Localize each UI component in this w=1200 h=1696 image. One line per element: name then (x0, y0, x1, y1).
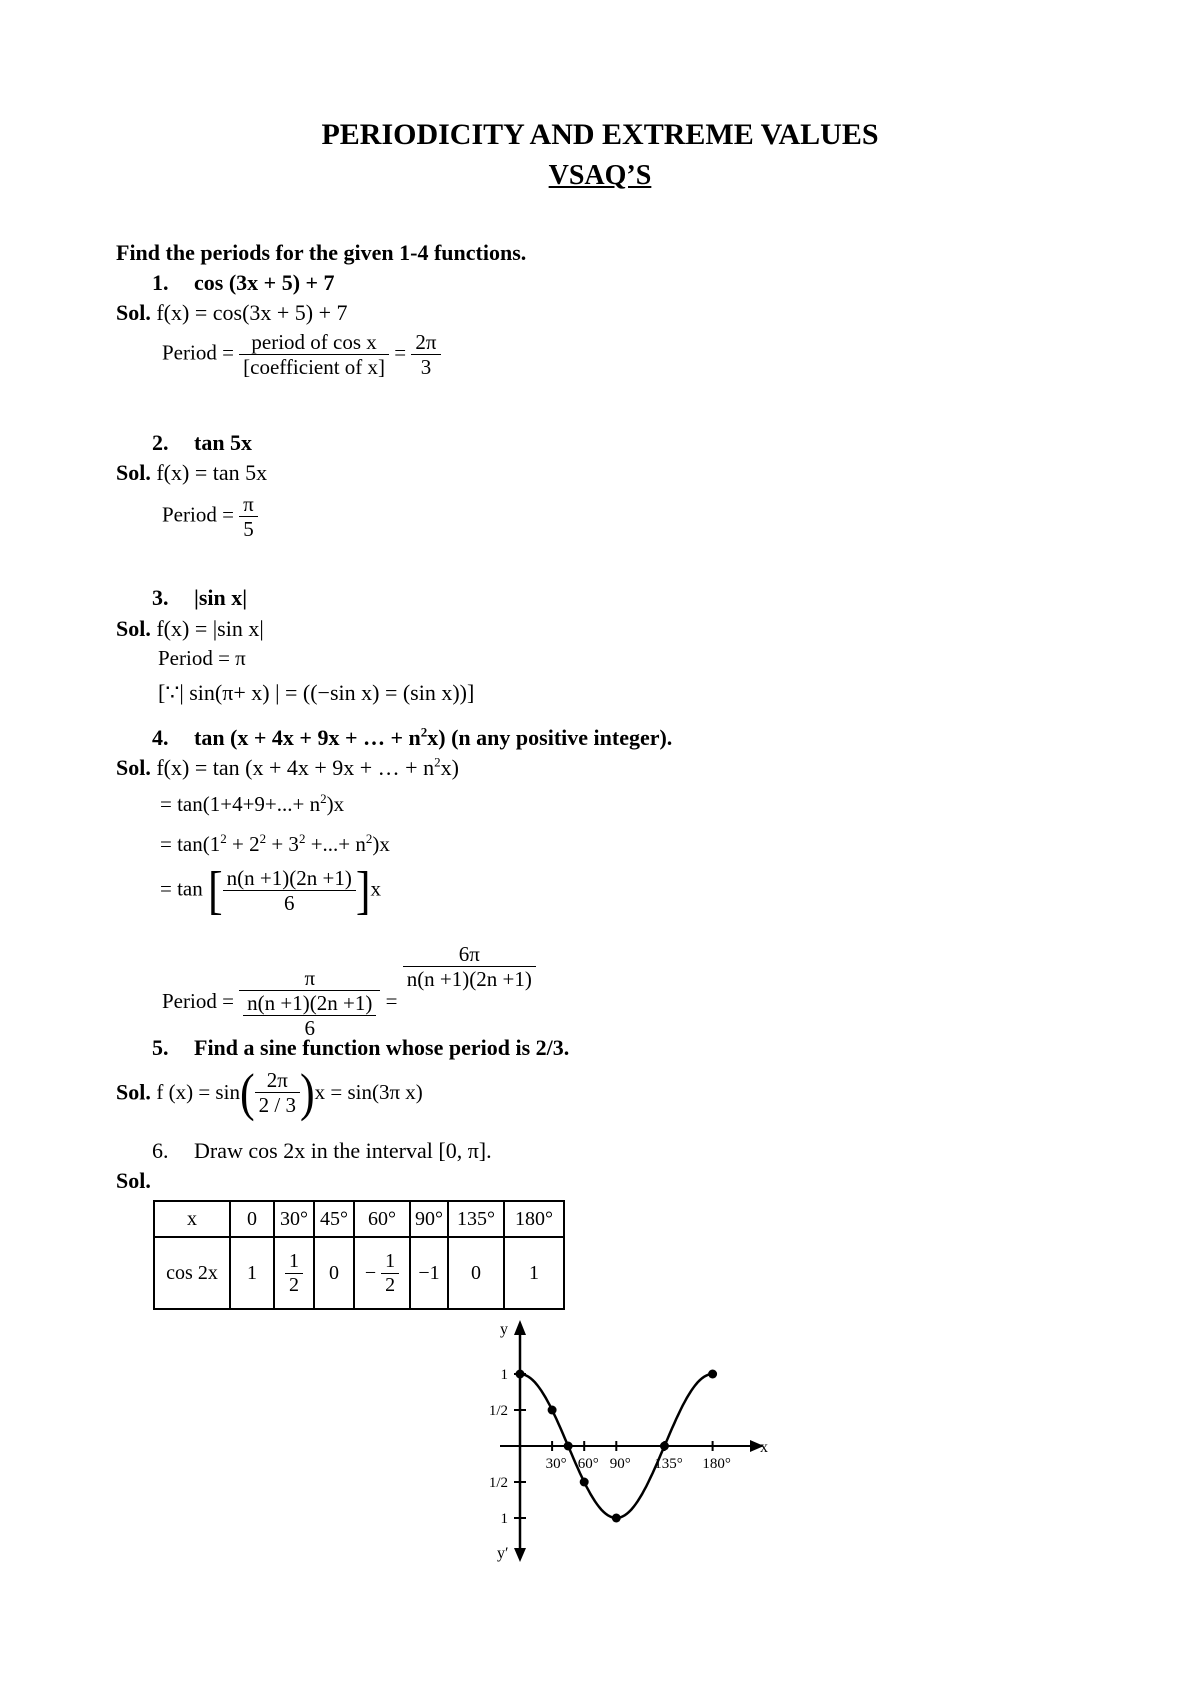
data-point (660, 1442, 669, 1451)
right-bracket-glyph: ] (355, 860, 371, 920)
frac-num: 1 (381, 1250, 399, 1274)
q6-text: Draw cos 2x in the interval [0, π]. (194, 1138, 492, 1163)
q4-step1-b: )x (326, 792, 345, 816)
data-point (548, 1406, 557, 1415)
q3-number: 3. (152, 585, 169, 610)
q3-sol-label: Sol. (116, 616, 151, 641)
table-cell: 0 (230, 1201, 274, 1237)
q4-p2-den: n(n +1)(2n +1) (406, 967, 532, 992)
frac-den: 2 (385, 1273, 396, 1296)
table-cell: 45° (314, 1201, 354, 1237)
y-axis-label: y (500, 1321, 508, 1338)
q2-sol-line: f(x) = tan 5x (156, 460, 268, 485)
q5-pre: f (x) = sin (156, 1080, 240, 1105)
table-cell: x (154, 1201, 230, 1237)
q1-eq: = (394, 340, 407, 365)
q5-post: x = sin(3π x) (314, 1080, 423, 1105)
q3-period-line: Period = π (158, 646, 246, 670)
y-tick-label: 1/2 (488, 1403, 508, 1419)
q1-number: 1. (152, 270, 169, 295)
q6-sol-label: Sol. (116, 1168, 151, 1193)
table-cell: 135° (448, 1201, 504, 1237)
q1-res-num: 2π (411, 330, 440, 355)
q5-den: 2 / 3 (258, 1093, 296, 1118)
q4-step2-p3: 2 (259, 831, 267, 846)
q4-p-den-num: n(n +1)(2n +1) (243, 991, 376, 1016)
q4-step2-p1: 2 (220, 831, 227, 846)
q4-number: 4. (152, 725, 169, 750)
table-cell: 60° (354, 1201, 410, 1237)
q5-text: Find a sine function whose period is 2/3. (194, 1035, 570, 1060)
q4-text-b: x) (n any positive integer). (427, 725, 673, 750)
q2-text: tan 5x (194, 430, 253, 455)
q1-text: cos (3x + 5) + 7 (194, 270, 335, 295)
q1-frac-num: period of cos x (239, 330, 389, 355)
q4-sol-b: x) (440, 755, 459, 780)
q4-step1-sup: 2 (320, 791, 327, 806)
page-title: PERIODICITY AND EXTREME VALUES (321, 118, 879, 151)
q4-sol-a: f(x) = tan (x + 4x + 9x + … + n (156, 755, 435, 780)
q4-sol-sup: 2 (434, 754, 441, 770)
q4-text-sup: 2 (420, 724, 428, 740)
x-tick-label: 30° (545, 1456, 567, 1472)
q4-text-a: tan (x + 4x + 9x + … + n (194, 725, 421, 750)
q4-step2-p7: 2 (365, 831, 373, 846)
q4-step3-pre: = tan (160, 876, 203, 901)
y-tick-label: 1 (500, 1367, 508, 1383)
left-paren-glyph: ( (239, 1062, 255, 1122)
table-cell: −1 (410, 1237, 448, 1309)
table-cell: 1 (230, 1237, 274, 1309)
q4-p-den-den: 6 (304, 1016, 315, 1041)
q2-frac-num: π (239, 492, 258, 517)
q4-sol-label: Sol. (116, 755, 151, 780)
table-cell: 1 (504, 1237, 564, 1309)
q1-sol-line: f(x) = cos(3x + 5) + 7 (156, 300, 348, 325)
right-paren-glyph: ) (299, 1062, 315, 1122)
table-cell: 30° (274, 1201, 314, 1237)
q4-step1-a: = tan(1+4+9+...+ n (160, 792, 321, 816)
y-tick-label: 1/2 (488, 1475, 508, 1491)
q5-number: 5. (152, 1035, 169, 1060)
table-cell: 90° (410, 1201, 448, 1237)
q2-period-label: Period = (162, 502, 234, 527)
q6-number: 6. (152, 1138, 169, 1163)
y-axis-arrow-down (514, 1548, 526, 1562)
x-tick-label: 60° (577, 1456, 599, 1472)
data-point (708, 1370, 717, 1379)
q1-period-label: Period = (162, 340, 234, 365)
table-cell: cos 2x (154, 1237, 230, 1309)
q1-sol-label: Sol. (116, 300, 151, 325)
x-tick-label: 90° (609, 1456, 631, 1472)
frac-num: 1 (285, 1250, 303, 1274)
q4-step2-p8: )x (372, 832, 390, 856)
q4-p-num: π (239, 966, 380, 991)
q4-step2-p6: +...+ n (305, 832, 366, 856)
q3-text: |sin x| (194, 585, 248, 610)
table-cell: 0 (314, 1237, 354, 1309)
q5-num: 2π (255, 1068, 300, 1093)
data-point (580, 1478, 589, 1487)
data-point (612, 1514, 621, 1523)
x-tick-label: 135° (654, 1456, 683, 1472)
data-point (516, 1370, 525, 1379)
q3-reason: [∵| sin(π+ x) | = ((−sin x) = (sin x))] (158, 680, 475, 705)
q3-sol-line: f(x) = |sin x| (156, 616, 264, 641)
q4-step2-p2: + 2 (226, 832, 260, 856)
q2-number: 2. (152, 430, 169, 455)
q4-step2-p0: = tan(1 (160, 832, 221, 856)
q4-step3-den: 6 (283, 891, 295, 916)
y-prime-label: y′ (497, 1545, 509, 1562)
frac-den: 2 (289, 1273, 299, 1296)
q4-step2-p5: 2 (298, 831, 306, 846)
q4-step3-post: x (370, 876, 381, 901)
q4-step3-num: n(n +1)(2n +1) (223, 866, 356, 891)
minus-sign: − (364, 1261, 377, 1284)
x-tick-label: 180° (702, 1456, 731, 1472)
q5-sol-label: Sol. (116, 1079, 151, 1105)
q4-p2-num: 6π (403, 942, 536, 967)
q2-sol-label: Sol. (116, 460, 151, 485)
table-cell: 180° (504, 1201, 564, 1237)
y-axis-arrow-up (514, 1320, 526, 1335)
q4-step2-p4: + 3 (266, 832, 299, 856)
q1-frac-den: [coefficient of x] (243, 355, 386, 380)
y-tick-label: 1 (500, 1511, 508, 1527)
x-axis-label: x (760, 1439, 768, 1456)
q1-res-den: 3 (420, 355, 432, 380)
q4-period-label: Period = (162, 989, 234, 1014)
section-subtitle: VSAQ’S (548, 160, 652, 191)
data-point (564, 1442, 573, 1451)
table-cell: 0 (448, 1237, 504, 1309)
q2-frac-den: 5 (243, 517, 254, 542)
left-bracket-glyph: [ (208, 860, 223, 920)
intro-text: Find the periods for the given 1-4 functions. (116, 240, 527, 265)
q4-eq: = (385, 989, 398, 1014)
